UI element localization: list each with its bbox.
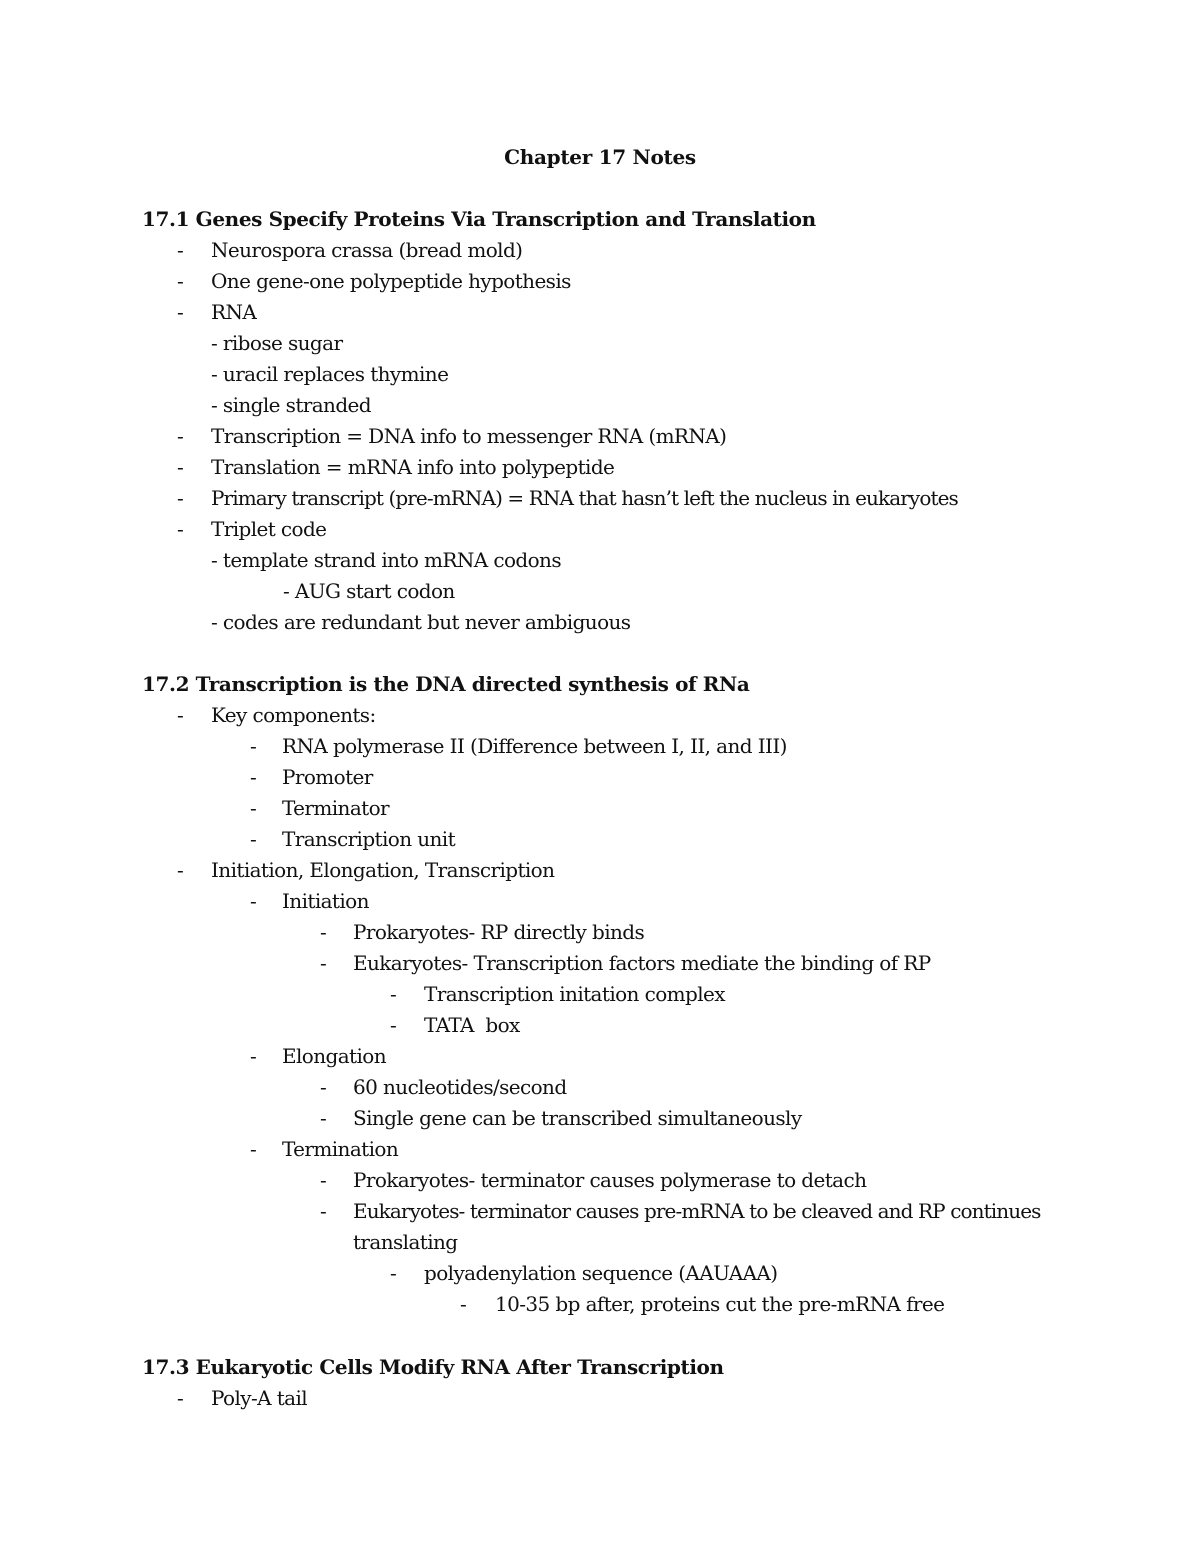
- sub-list-item: - single stranded: [211, 393, 371, 417]
- bullet-dash: -: [320, 1199, 327, 1223]
- bullet-dash: -: [250, 796, 257, 820]
- list-item: Prokaryotes- RP directly binds: [353, 920, 645, 944]
- bullet-dash: -: [320, 1106, 327, 1130]
- sub-list-item: - codes are redundant but never ambiguous: [211, 610, 631, 634]
- bullet-dash: -: [460, 1292, 467, 1316]
- list-item: 60 nucleotides/second: [353, 1075, 567, 1099]
- bullet-dash: -: [177, 517, 184, 541]
- list-item: Primary transcript (pre-mRNA) = RNA that hasn’t left the nucleus in eukaryotes: [211, 486, 958, 510]
- list-item: Prokaryotes- terminator causes polymerase to detach: [353, 1168, 867, 1192]
- list-item: Terminator: [282, 796, 389, 820]
- bullet-dash: -: [177, 858, 184, 882]
- list-item: Initiation, Elongation, Transcription: [211, 858, 555, 882]
- list-item: Transcription initation complex: [424, 982, 725, 1006]
- bullet-dash: -: [320, 951, 327, 975]
- bullet-dash: -: [177, 703, 184, 727]
- list-item: Promoter: [282, 765, 373, 789]
- document-title: Chapter 17 Notes: [504, 145, 696, 169]
- bullet-dash: -: [390, 1013, 397, 1037]
- list-item: Translation = mRNA info into polypeptide: [211, 455, 615, 479]
- list-item: One gene-one polypeptide hypothesis: [211, 269, 571, 293]
- list-item: Initiation: [282, 889, 369, 913]
- bullet-dash: -: [390, 982, 397, 1006]
- list-item: Eukaryotes- Transcription factors mediate the binding of RP: [353, 951, 931, 975]
- bullet-dash: -: [177, 486, 184, 510]
- bullet-dash: -: [250, 765, 257, 789]
- bullet-dash: -: [250, 1044, 257, 1068]
- bullet-dash: -: [177, 424, 184, 448]
- bullet-dash: -: [177, 1386, 184, 1410]
- list-item: Key components:: [211, 703, 376, 727]
- list-item: Neurospora crassa (bread mold): [211, 238, 523, 262]
- list-item: Elongation: [282, 1044, 387, 1068]
- bullet-dash: -: [250, 734, 257, 758]
- bullet-dash: -: [250, 889, 257, 913]
- list-item: Poly-A tail: [211, 1386, 308, 1410]
- sub-list-item: - uracil replaces thymine: [211, 362, 449, 386]
- list-item: Single gene can be transcribed simultaneously: [353, 1106, 802, 1130]
- list-item: polyadenylation sequence (AAUAAA): [424, 1261, 778, 1285]
- list-item: Triplet code: [211, 517, 327, 541]
- bullet-dash: -: [250, 827, 257, 851]
- bullet-dash: -: [177, 455, 184, 479]
- list-item: RNA: [211, 300, 257, 324]
- list-item: RNA polymerase II (Difference between I, II, and III): [282, 734, 787, 758]
- list-item: Transcription = DNA info to messenger RNA (mRNA): [211, 424, 727, 448]
- bullet-dash: -: [320, 920, 327, 944]
- list-item: Eukaryotes- terminator causes pre-mRNA to be cleaved and RP continues: [353, 1199, 1041, 1223]
- list-item: TATA box: [424, 1013, 520, 1037]
- bullet-dash: -: [320, 1075, 327, 1099]
- bullet-dash: -: [177, 300, 184, 324]
- list-item: Termination: [282, 1137, 399, 1161]
- list-item: Transcription unit: [282, 827, 456, 851]
- bullet-dash: -: [390, 1261, 397, 1285]
- section-heading-17-2: 17.2 Transcription is the DNA directed synthesis of RNa: [142, 672, 750, 696]
- bullet-dash: -: [177, 238, 184, 262]
- list-item: 10-35 bp after, proteins cut the pre-mRNA free: [495, 1292, 945, 1316]
- sub-list-item: - template strand into mRNA codons: [211, 548, 562, 572]
- sub-list-item: - ribose sugar: [211, 331, 343, 355]
- bullet-dash: -: [177, 269, 184, 293]
- section-heading-17-3: 17.3 Eukaryotic Cells Modify RNA After Transcription: [142, 1355, 724, 1379]
- bullet-dash: -: [320, 1168, 327, 1192]
- section-heading-17-1: 17.1 Genes Specify Proteins Via Transcription and Translation: [142, 207, 816, 231]
- list-item-continuation: translating: [353, 1230, 458, 1254]
- bullet-dash: -: [250, 1137, 257, 1161]
- sub-sub-list-item: - AUG start codon: [283, 579, 455, 603]
